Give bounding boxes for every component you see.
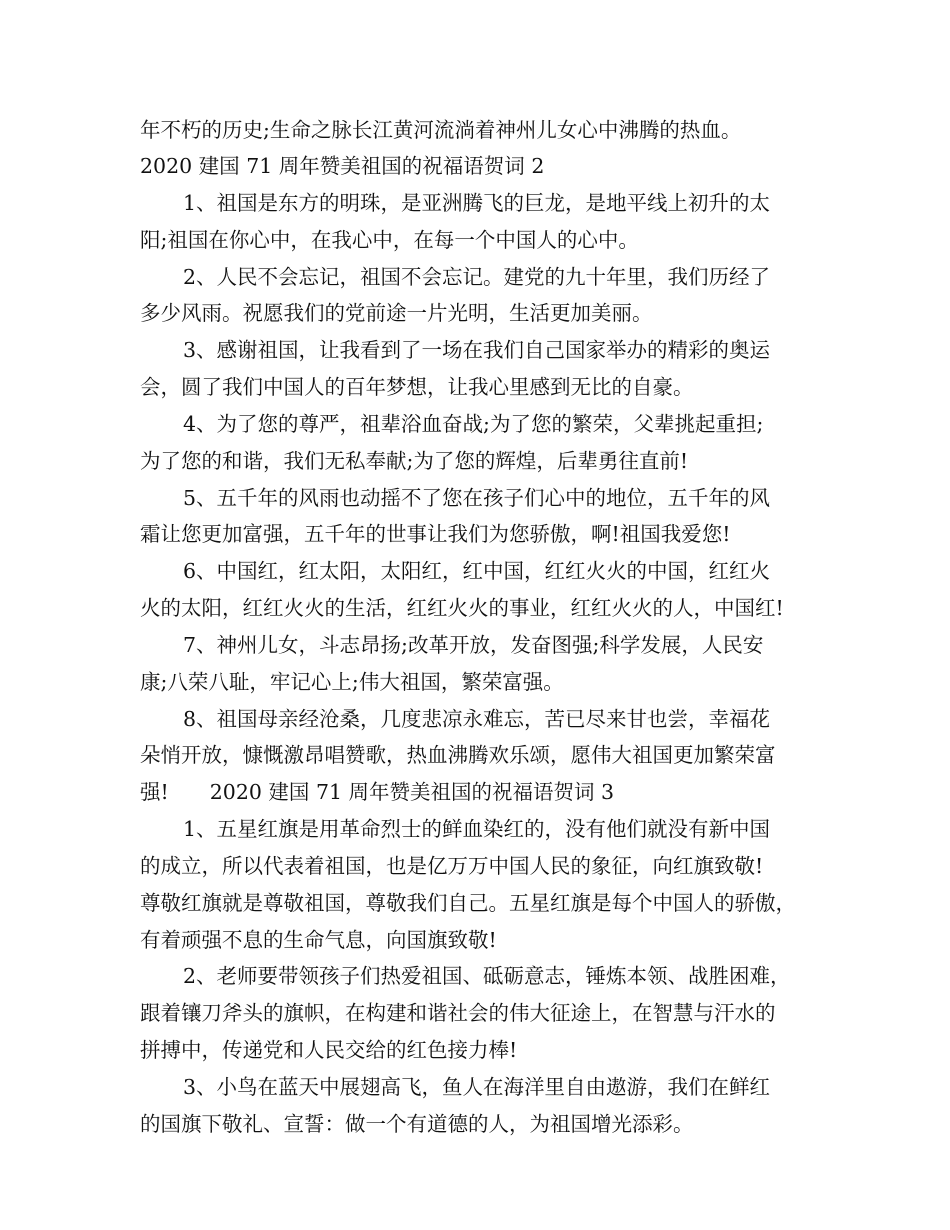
text-line: 1、祖国是东方的明珠，是亚洲腾飞的巨龙，是地平线上初升的太 xyxy=(183,191,771,215)
text-line: 尊敬红旗就是尊敬祖国，尊敬我们自己。五星红旗是每个中国人的骄傲， xyxy=(140,891,796,915)
text-line: 3、小鸟在蓝天中展翅高飞，鱼人在海洋里自由遨游，我们在鲜红 xyxy=(183,1075,771,1099)
text-line: 跟着镶刀斧头的旗帜，在构建和谐社会的伟大征途上，在智慧与汗水的 xyxy=(140,1001,776,1025)
text-line: 的成立，所以代表着祖国，也是亿万万中国人民的象征，向红旗致敬! xyxy=(140,854,764,878)
text-line: 7、神州儿女，斗志昂扬;改革开放，发奋图强;科学发展，人民安 xyxy=(183,633,764,657)
text-line: 会，圆了我们中国人的百年梦想，让我心里感到无比的自豪。 xyxy=(140,375,694,399)
text-line: 多少风雨。祝愿我们的党前途一片光明，生活更加美丽。 xyxy=(140,301,653,325)
text-line: 霜让您更加富强，五千年的世事让我们为您骄傲，啊!祖国我爱您! xyxy=(140,522,731,546)
text-line: 1、五星红旗是用革命烈士的鲜血染红的，没有他们就没有新中国 xyxy=(183,817,771,841)
section-heading: 2020 建国 71 周年赞美祖国的祝福语贺词 2 xyxy=(140,154,545,178)
section-heading: 强! 2020 建国 71 周年赞美祖国的祝福语贺词 3 xyxy=(140,780,615,804)
text-line: 4、为了您的尊严，祖辈浴血奋战;为了您的繁荣，父辈挑起重担; xyxy=(183,412,764,436)
text-line: 年不朽的历史;生命之脉长江黄河流淌着神州儿女心中沸腾的热血。 xyxy=(140,118,742,142)
text-line: 2、人民不会忘记，祖国不会忘记。建党的九十年里，我们历经了 xyxy=(183,265,771,289)
text-line: 5、五千年的风雨也动摇不了您在孩子们心中的地位，五千年的风 xyxy=(183,486,771,510)
text-line: 有着顽强不息的生命气息，向国旗致敬! xyxy=(140,928,497,952)
text-line: 3、感谢祖国，让我看到了一场在我们自己国家举办的精彩的奥运 xyxy=(183,338,771,362)
text-line: 为了您的和谐，我们无私奉献;为了您的辉煌，后辈勇往直前! xyxy=(140,449,689,473)
text-line: 6、中国红，红太阳，太阳红，红中国，红红火火的中国，红红火 xyxy=(183,559,771,583)
text-line: 拼搏中，传递党和人民交给的红色接力棒! xyxy=(140,1038,518,1062)
text-line: 朵悄开放，慷慨激昂唱赞歌，热血沸腾欢乐颂，愿伟大祖国更加繁荣富 xyxy=(140,743,776,767)
text-line: 2、老师要带领孩子们热爱祖国、砥砺意志，锤炼本领、战胜困难， xyxy=(183,964,791,988)
text-line: 火的太阳，红红火火的生活，红红火火的事业，红红火火的人，中国红! xyxy=(140,596,784,620)
text-line: 康;八荣八耻，牢记心上;伟大祖国，繁荣富强。 xyxy=(140,670,564,694)
text-line: 阳;祖国在你心中，在我心中，在每一个中国人的心中。 xyxy=(140,228,639,252)
text-line: 的国旗下敬礼、宣誓：做一个有道德的人，为祖国增光添彩。 xyxy=(140,1112,694,1136)
text-line: 8、祖国母亲经沧桑，几度悲凉永难忘，苦已尽来甘也尝，幸福花 xyxy=(183,707,771,731)
